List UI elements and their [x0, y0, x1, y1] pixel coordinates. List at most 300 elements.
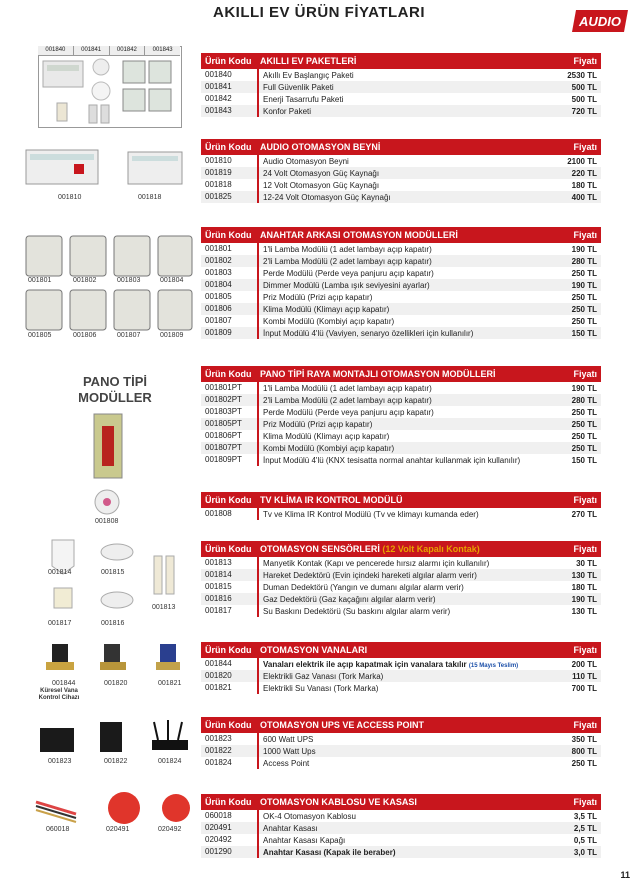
image-label: 001814: [48, 569, 72, 576]
product-price: 200 TL: [571, 659, 597, 669]
product-code: 001805: [201, 291, 259, 303]
product-name: [259, 317, 547, 326]
table-row: [201, 822, 601, 834]
product-name-text: Gaz Dedektörü (Gaz kaçağını algılar alarm verir): [263, 594, 436, 604]
product-name-text: 1000 Watt Ups: [263, 746, 316, 756]
product-name-text: İnput Modülü 4'lü (Vaviyen, senaryo özellikleri için kullanılır): [263, 328, 474, 338]
table-row: [201, 382, 601, 394]
product-name-text: Su Baskını Dedektörü (Su baskını algılar alarm verir): [263, 606, 451, 616]
product-name-text: Manyetik Kontak (Kapı ve pencerede hırsız alarmı için kullanılır): [263, 558, 490, 568]
image-label: 001810: [58, 194, 82, 201]
product-price: 250 TL: [571, 407, 597, 417]
product-code: 001820: [201, 670, 259, 682]
code-header: Ürün Kodu: [205, 645, 252, 655]
product-code: 001842: [201, 93, 259, 105]
product-name: [259, 107, 547, 116]
product-price: 250 TL: [571, 268, 597, 278]
section-header: [201, 541, 601, 557]
product-name-text: 12-24 Volt Otomasyon Güç Kaynağı: [263, 192, 391, 202]
product-name: [259, 329, 547, 338]
valves-image: [40, 640, 190, 680]
product-code: 001807PT: [201, 442, 259, 454]
product-name: [259, 848, 547, 857]
image-label: 001801: [28, 277, 52, 284]
product-code: 001813: [201, 557, 259, 569]
section-header: [201, 366, 601, 382]
product-price: 270 TL: [571, 509, 597, 519]
product-name: [259, 257, 547, 266]
product-price: 280 TL: [571, 395, 597, 405]
table-row: [201, 593, 601, 605]
table-row: [201, 682, 601, 694]
kit-label: 001843: [152, 47, 173, 53]
table-row: [201, 605, 601, 617]
svg-text:AUDIO: AUDIO: [579, 14, 621, 29]
image-label: 001818: [138, 194, 162, 201]
section-title-text: AKILLI EV PAKETLERİ: [260, 56, 357, 66]
price-header: Fiyatı: [573, 720, 597, 730]
section-anahtar-arkasi: [201, 227, 601, 339]
table-row: [201, 745, 601, 757]
image-label: 020491: [106, 826, 130, 833]
image-label: 001820: [104, 680, 128, 687]
table-row: [201, 581, 601, 593]
section-title-text: OTOMASYON UPS VE ACCESS POINT: [260, 720, 425, 730]
product-price: 700 TL: [571, 683, 597, 693]
product-name: [259, 193, 547, 202]
product-price: 500 TL: [571, 82, 597, 92]
product-code: 001809: [201, 327, 259, 339]
kit-label: 001841: [74, 46, 110, 55]
image-label: 001815: [101, 569, 125, 576]
product-code: 020491: [201, 822, 259, 834]
product-name: [259, 305, 547, 314]
image-label: 001823: [48, 758, 72, 765]
table-row: [201, 430, 601, 442]
product-name: [259, 420, 547, 429]
product-price: 250 TL: [571, 304, 597, 314]
section-title: [260, 369, 547, 379]
product-price: 280 TL: [571, 256, 597, 266]
valve-caption: [34, 688, 84, 702]
image-label: 001816: [101, 620, 125, 627]
kit-label: 001840: [38, 46, 74, 55]
product-code: 001815: [201, 581, 259, 593]
product-name-text: Enerji Tasarrufu Paketi: [263, 94, 344, 104]
code-header: Ürün Kodu: [205, 544, 252, 554]
audio-logo: [570, 6, 630, 36]
section-header: [201, 794, 601, 810]
product-name: [259, 95, 547, 104]
product-name: [259, 735, 547, 744]
table-row: [201, 303, 601, 315]
product-name: [259, 169, 547, 178]
product-name-text: Klima Modülü (Klimayı açıp kapatır): [263, 304, 390, 314]
image-label: 001817: [48, 620, 72, 627]
product-price: 190 TL: [571, 594, 597, 604]
price-header: Fiyatı: [573, 495, 597, 505]
product-price: 110 TL: [572, 671, 597, 681]
product-name-text: Anahtar Kasası: [263, 823, 318, 833]
product-name-text: Elektrikli Su Vanası (Tork Marka): [263, 683, 379, 693]
product-price: 150 TL: [571, 328, 597, 338]
section-title-text: OTOMASYON VANALARI: [260, 645, 368, 655]
table-row: [201, 69, 601, 81]
product-price: 180 TL: [571, 582, 597, 592]
table-row: [201, 406, 601, 418]
price-header: Fiyatı: [573, 645, 597, 655]
product-name-text: Konfor Paketi: [263, 106, 312, 116]
product-price: 400 TL: [571, 192, 597, 202]
section-sensorler: [201, 541, 601, 617]
product-code: 001822: [201, 745, 259, 757]
section-title: [260, 495, 547, 505]
ir-module-image: [92, 488, 122, 516]
section-header: [201, 642, 601, 658]
product-code: 001824: [201, 757, 259, 769]
kit-label-bar: [38, 46, 180, 56]
image-label: 001807: [117, 332, 141, 339]
product-name: [259, 836, 547, 845]
product-code: 001818: [201, 179, 259, 191]
table-row: [201, 155, 601, 167]
din-rail-module-image: [88, 410, 128, 482]
product-name-text: Perde Modülü (Perde veya panjuru açıp kapatır): [263, 268, 434, 278]
product-price: 250 TL: [571, 316, 597, 326]
code-header: Ürün Kodu: [205, 56, 252, 66]
table-row: [201, 670, 601, 682]
product-code: 001821: [201, 682, 259, 694]
table-row: [201, 255, 601, 267]
product-price: 30 TL: [576, 558, 597, 568]
product-name-text: 2'li Lamba Modülü (2 adet lambayı açıp kapatır): [263, 395, 432, 405]
image-label: 001824: [158, 758, 182, 765]
product-code: 060018: [201, 810, 259, 822]
section-header: [201, 717, 601, 733]
section-title: [260, 720, 547, 730]
product-name: [259, 672, 547, 681]
product-name-text: Full Güvenlik Paketi: [263, 82, 334, 92]
product-name: [259, 812, 547, 821]
product-name: [259, 824, 547, 833]
section-header: [201, 227, 601, 243]
product-code: 001819: [201, 167, 259, 179]
table-row: [201, 291, 601, 303]
cable-box-image: [32, 790, 192, 826]
table-row: [201, 81, 601, 93]
section-header: [201, 139, 601, 155]
product-code: 001808: [201, 508, 259, 520]
image-label: 001804: [160, 277, 184, 284]
product-code: 001814: [201, 569, 259, 581]
image-label: 001821: [158, 680, 182, 687]
table-row: [201, 93, 601, 105]
product-price: 800 TL: [571, 746, 597, 756]
table-row: [201, 454, 601, 466]
table-row: [201, 394, 601, 406]
page-title: AKILLI EV ÜRÜN FİYATLARI: [212, 4, 425, 21]
product-price: 130 TL: [571, 606, 597, 616]
product-name-text: Klima Modülü (Klimayı açıp kapatır): [263, 431, 390, 441]
product-code: 001804: [201, 279, 259, 291]
image-label: 020492: [158, 826, 182, 833]
section-paketler: [201, 53, 601, 117]
product-name-text: 600 Watt UPS: [263, 734, 314, 744]
section-title: [260, 797, 547, 807]
product-code: 001841: [201, 81, 259, 93]
section-title: [260, 645, 547, 655]
product-code: 001844: [201, 658, 259, 670]
section-title: [260, 142, 547, 152]
product-name-text: Access Point: [263, 758, 310, 768]
section-header: [201, 492, 601, 508]
product-price: 190 TL: [571, 383, 597, 393]
product-price: 500 TL: [571, 94, 597, 104]
product-code: 001825: [201, 191, 259, 203]
product-code: 001806: [201, 303, 259, 315]
table-row: [201, 834, 601, 846]
product-code: 001802PT: [201, 394, 259, 406]
product-name-text: 24 Volt Otomasyon Güç Kaynağı: [263, 168, 380, 178]
image-label: 001844: [52, 680, 76, 687]
table-row: [201, 243, 601, 255]
table-row: [201, 315, 601, 327]
product-name-text: Priz Modülü (Prizi açıp kapatır): [263, 292, 373, 302]
table-row: [201, 569, 601, 581]
automation-brain-image: [24, 146, 194, 191]
table-row: [201, 442, 601, 454]
code-header: Ürün Kodu: [205, 720, 252, 730]
product-price: 250 TL: [571, 443, 597, 453]
section-kablo: [201, 794, 601, 858]
product-name-text: Hareket Dedektörü (Evin içindeki hareketi algılar alarm verir): [263, 570, 477, 580]
price-header: Fiyatı: [573, 369, 597, 379]
product-name: [259, 444, 547, 453]
product-code: 001823: [201, 733, 259, 745]
code-header: Ürün Kodu: [205, 797, 252, 807]
section-title-text: ANAHTAR ARKASI OTOMASYON MODÜLLERİ: [260, 230, 458, 240]
product-name-text: Tv ve Klima IR Kontrol Modülü (Tv ve klimayı kumanda eder): [263, 509, 479, 519]
ups-image: [36, 718, 196, 756]
product-price: 2100 TL: [567, 156, 597, 166]
image-label: 001809: [160, 332, 184, 339]
product-name: [259, 157, 547, 166]
section-title-text: OTOMASYON KABLOSU VE KASASI: [260, 797, 417, 807]
table-row: [201, 757, 601, 769]
product-code: 001809PT: [201, 454, 259, 466]
image-label: 001813: [152, 604, 176, 611]
product-name: [259, 583, 547, 592]
product-name: [259, 71, 547, 80]
product-price: 0,5 TL: [573, 835, 597, 845]
table-row: [201, 846, 601, 858]
code-header: Ürün Kodu: [205, 230, 252, 240]
product-name-text: Elektrikli Gaz Vanası (Tork Marka): [263, 671, 384, 681]
product-tag: (15 Mayıs Teslim): [468, 662, 519, 669]
section-title-text: OTOMASYON SENSÖRLERİ: [260, 544, 380, 554]
product-name: [259, 595, 547, 604]
product-code: 001840: [201, 69, 259, 81]
kit-image-box: [38, 46, 182, 128]
product-name: [259, 396, 547, 405]
table-row: [201, 418, 601, 430]
product-name: [259, 510, 547, 519]
product-name: [259, 559, 547, 568]
modules-image: [22, 232, 194, 342]
product-name-text: Dimmer Modülü (Lamba ışık seviyesini ayarlar): [263, 280, 430, 290]
product-code: 020492: [201, 834, 259, 846]
product-name-text: 1'li Lamba Modülü (1 adet lambayı açıp kapatır): [263, 244, 432, 254]
section-vanalar: [201, 642, 601, 694]
section-title: [260, 56, 547, 66]
price-header: Fiyatı: [573, 142, 597, 152]
table-row: [201, 810, 601, 822]
product-price: 2530 TL: [567, 70, 597, 80]
product-name: [259, 245, 547, 254]
product-name-text: 12 Volt Otomasyon Güç Kaynağı: [263, 180, 380, 190]
product-code: 001806PT: [201, 430, 259, 442]
code-header: Ürün Kodu: [205, 369, 252, 379]
image-label: 001806: [73, 332, 97, 339]
product-name: [259, 293, 547, 302]
table-row: [201, 105, 601, 117]
price-header: Fiyatı: [573, 56, 597, 66]
product-price: 180 TL: [571, 180, 597, 190]
product-name-text: Anahtar Kasası (Kapak ile beraber): [263, 847, 396, 857]
section-ups: [201, 717, 601, 769]
section-beyin: [201, 139, 601, 203]
product-code: 001801: [201, 243, 259, 255]
table-row: [201, 733, 601, 745]
product-name-text: Akıllı Ev Başlangıç Paketi: [263, 70, 354, 80]
image-label: 060018: [46, 826, 70, 833]
code-header: Ürün Kodu: [205, 495, 252, 505]
table-row: [201, 508, 601, 520]
table-row: [201, 279, 601, 291]
product-name: [259, 607, 547, 616]
product-price: 250 TL: [571, 431, 597, 441]
product-price: 250 TL: [571, 758, 597, 768]
product-name: [259, 456, 547, 465]
product-code: 001802: [201, 255, 259, 267]
product-name: [259, 759, 547, 768]
product-code: 001801PT: [201, 382, 259, 394]
product-name-text: İnput Modülü 4'lü (KNX tesisatta normal anahtar kullanmak için kullanılır): [263, 455, 521, 465]
product-name-text: Kombi Modülü (Kombiyi açıp kapatır): [263, 316, 395, 326]
section-title-text: PANO TİPİ RAYA MONTAJLI OTOMASYON MODÜLLERİ: [260, 369, 496, 379]
product-name: [259, 684, 547, 693]
product-code: 001805PT: [201, 418, 259, 430]
product-name: [259, 181, 547, 190]
product-price: 3,0 TL: [573, 847, 597, 857]
product-name: [259, 269, 547, 278]
section-title: [260, 230, 547, 240]
table-row: [201, 179, 601, 191]
product-name-text: Priz Modülü (Prizi açıp kapatır): [263, 419, 373, 429]
product-price: 190 TL: [571, 280, 597, 290]
product-code: 001816: [201, 593, 259, 605]
section-tv-klima: [201, 492, 601, 520]
image-label: 001803: [117, 277, 141, 284]
product-name-text: Audio Otomasyon Beyni: [263, 156, 349, 166]
product-price: 250 TL: [571, 292, 597, 302]
product-name-text: Duman Dedektörü (Yangın ve dumanı algılar alarm verir): [263, 582, 464, 592]
product-name: [259, 281, 547, 290]
product-price: 3,5 TL: [573, 811, 597, 821]
table-row: [201, 191, 601, 203]
product-name: [259, 83, 547, 92]
product-price: 130 TL: [571, 570, 597, 580]
product-name-text: OK-4 Otomasyon Kablosu: [263, 811, 356, 821]
section-title: [260, 544, 547, 554]
pano-title: [60, 374, 170, 406]
product-code: 001290: [201, 846, 259, 858]
product-code: 001803PT: [201, 406, 259, 418]
price-header: Fiyatı: [573, 544, 597, 554]
product-code: 001810: [201, 155, 259, 167]
table-row: [201, 557, 601, 569]
valve-caption-line: Küresel Vana: [40, 688, 78, 694]
image-label: 001802: [73, 277, 97, 284]
table-row: [201, 167, 601, 179]
product-code: 001843: [201, 105, 259, 117]
kit-products-image: [39, 47, 181, 127]
product-price: 250 TL: [571, 419, 597, 429]
product-price: 720 TL: [571, 106, 597, 116]
product-name: [259, 747, 547, 756]
product-price: 350 TL: [571, 734, 597, 744]
pano-title-line: PANO TİPİ: [82, 374, 148, 389]
image-label: 001808: [95, 518, 119, 525]
product-name: [259, 432, 547, 441]
pano-title-line: MODÜLLER: [78, 390, 152, 405]
product-name: [259, 571, 547, 580]
product-code: 001817: [201, 605, 259, 617]
valve-caption-line: Kontrol Cihazı: [38, 695, 80, 701]
section-title-text: AUDIO OTOMASYON BEYNİ: [260, 142, 381, 152]
table-row: [201, 327, 601, 339]
section-header: [201, 53, 601, 69]
product-name-text: Vanaları elektrik ile açıp kapatmak için vanalara takılır: [263, 659, 467, 669]
product-name: [259, 384, 547, 393]
product-name-text: 2'li Lamba Modülü (2 adet lambayı açıp kapatır): [263, 256, 432, 266]
image-label: 001822: [104, 758, 128, 765]
section-title-note: (12 Volt Kapalı Kontak): [382, 544, 480, 554]
table-row: [201, 267, 601, 279]
product-price: 2,5 TL: [573, 823, 597, 833]
section-title-text: TV KLİMA IR KONTROL MODÜLÜ: [260, 495, 403, 505]
product-code: 001807: [201, 315, 259, 327]
price-header: Fiyatı: [573, 230, 597, 240]
product-name-text: Perde Modülü (Perde veya panjuru açıp kapatır): [263, 407, 434, 417]
table-row: [201, 658, 601, 670]
product-name: [259, 408, 547, 417]
section-pano-tipi: [201, 366, 601, 466]
kit-label: 001842: [110, 46, 146, 55]
product-price: 220 TL: [571, 168, 597, 178]
product-price: 150 TL: [571, 455, 597, 465]
product-name-text: 1'li Lamba Modülü (1 adet lambayı açıp kapatır): [263, 383, 432, 393]
price-header: Fiyatı: [573, 797, 597, 807]
product-name: [259, 660, 547, 669]
product-name-text: Anahtar Kasası Kapağı: [263, 835, 346, 845]
page-number: 11: [620, 870, 630, 880]
product-name-text: Kombi Modülü (Kombiyi açıp kapatır): [263, 443, 395, 453]
product-price: 190 TL: [571, 244, 597, 254]
image-label: 001805: [28, 332, 52, 339]
product-code: 001803: [201, 267, 259, 279]
code-header: Ürün Kodu: [205, 142, 252, 152]
